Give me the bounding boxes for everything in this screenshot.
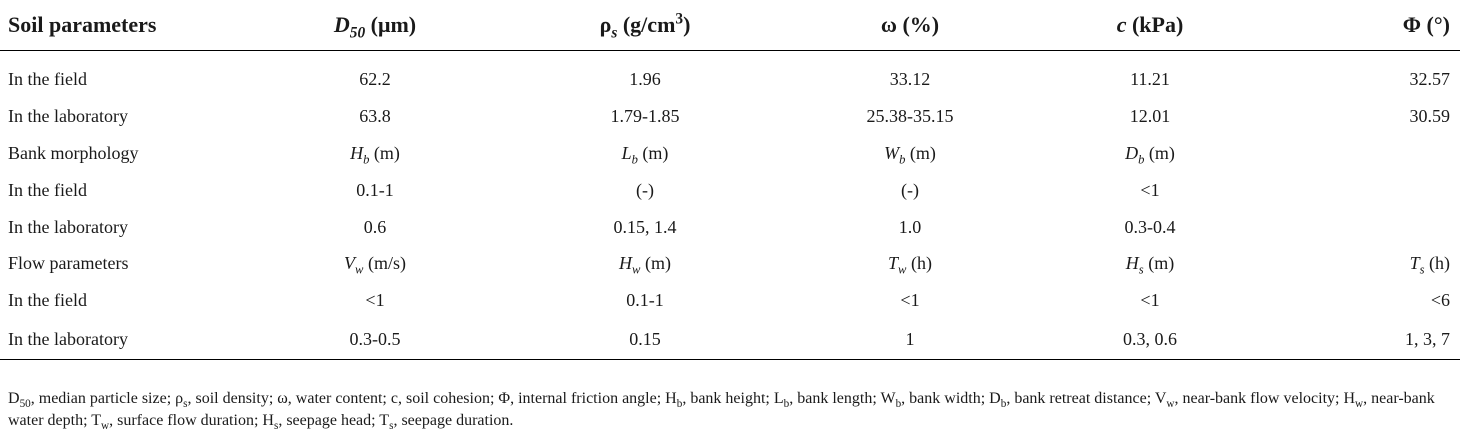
cell: 63.8 bbox=[359, 105, 391, 126]
cell: <1 bbox=[900, 290, 920, 311]
cell: 1, 3, 7 bbox=[1270, 319, 1460, 360]
cell: 1 bbox=[790, 319, 1030, 360]
row-label: In the laboratory bbox=[0, 319, 250, 360]
row-label: In the field bbox=[8, 179, 87, 200]
row-label: In the laboratory bbox=[8, 105, 128, 126]
cell-seepage-duration: $T_s$ (h) bbox=[1409, 253, 1450, 277]
cell: 30.59 bbox=[1409, 105, 1450, 126]
header-d50: $D_{50}$ (μm) bbox=[250, 0, 500, 51]
cell: 0.3-0.5 bbox=[250, 319, 500, 360]
cell-bank-width: $W_b$ (m) bbox=[884, 142, 936, 167]
table-row bbox=[0, 282, 1460, 319]
cell-bank-retreat: $D_b$ (m) bbox=[1125, 142, 1175, 167]
cell: 1.79-1.85 bbox=[610, 105, 680, 126]
cell: 62.2 bbox=[359, 68, 391, 89]
cell: 0.15, 1.4 bbox=[613, 216, 677, 237]
cell: 0.3, 0.6 bbox=[1030, 319, 1270, 360]
cell-flow-velocity: $V_w$ (m/s) bbox=[344, 253, 406, 277]
table-row bbox=[0, 319, 1460, 360]
cell: 25.38-35.15 bbox=[866, 105, 954, 126]
cell: 1.96 bbox=[629, 68, 661, 89]
cell: 11.21 bbox=[1130, 68, 1170, 89]
cell: <6 bbox=[1430, 290, 1450, 311]
cell: 0.1-1 bbox=[626, 290, 664, 311]
cell-water-depth: $H_w$ (m) bbox=[619, 253, 671, 277]
cell: (-) bbox=[636, 179, 654, 200]
cell: 33.12 bbox=[889, 68, 931, 89]
cell-flow-duration: $T_w$ (h) bbox=[888, 253, 932, 277]
cell: 0.3-0.4 bbox=[1124, 216, 1176, 237]
table-header-row bbox=[0, 0, 1460, 51]
row-label: Flow parameters bbox=[8, 253, 129, 274]
cell bbox=[1270, 209, 1460, 246]
table-row bbox=[0, 51, 1460, 98]
table-subheader-row bbox=[0, 135, 1460, 172]
cell: 12.01 bbox=[1129, 105, 1171, 126]
row-label: In the laboratory bbox=[8, 216, 128, 237]
table-subheader-row bbox=[0, 245, 1460, 282]
cell: 0.6 bbox=[363, 216, 387, 237]
cell-seepage-head: $H_s$ (m) bbox=[1125, 253, 1175, 277]
table-row bbox=[0, 98, 1460, 135]
table-footnote: $D_{50}$, median particle size; $\rho_s$, soil density; ω, water content; c, soil cohesion; Φ, internal friction angle; $H_b$, bank height; $L_b$, bank length; $W_b$, bank width; $D_b$, bank retreat distance; $V_w$, near-bank flow velocity; $H_w$, near-bank water depth; $T_w$, surface flow duration; $H_s$, seepage head; $T_s$, seepage duration. bbox=[8, 390, 1435, 433]
row-label: Bank morphology bbox=[8, 142, 139, 163]
table-row bbox=[0, 172, 1460, 209]
header-water-content: ω (%) bbox=[790, 0, 1030, 51]
header-cohesion: c (kPa) bbox=[1030, 0, 1270, 51]
row-label: In the field bbox=[8, 290, 87, 311]
cell: <1 bbox=[1140, 290, 1160, 311]
cell: 32.57 bbox=[1409, 68, 1450, 89]
header-soil-density: $\rho_s$ $(g/cm^3)$ bbox=[500, 0, 790, 51]
cell bbox=[1270, 172, 1460, 209]
table-row bbox=[0, 209, 1460, 246]
header-soil-parameters: Soil parameters bbox=[0, 0, 250, 51]
cell-bank-length: $L_b$ (m) bbox=[621, 142, 669, 167]
cell: (-) bbox=[901, 179, 919, 200]
cell: 0.1-1 bbox=[356, 179, 394, 200]
cell: 1.0 bbox=[898, 216, 922, 237]
cell bbox=[1270, 135, 1460, 172]
cell-bank-height: $H_b$ (m) bbox=[350, 142, 400, 167]
row-label: In the field bbox=[8, 68, 87, 89]
cell: <1 bbox=[365, 290, 385, 311]
header-friction-angle: Φ (°) bbox=[1270, 0, 1460, 51]
cell: 0.15 bbox=[500, 319, 790, 360]
cell: <1 bbox=[1140, 179, 1160, 200]
